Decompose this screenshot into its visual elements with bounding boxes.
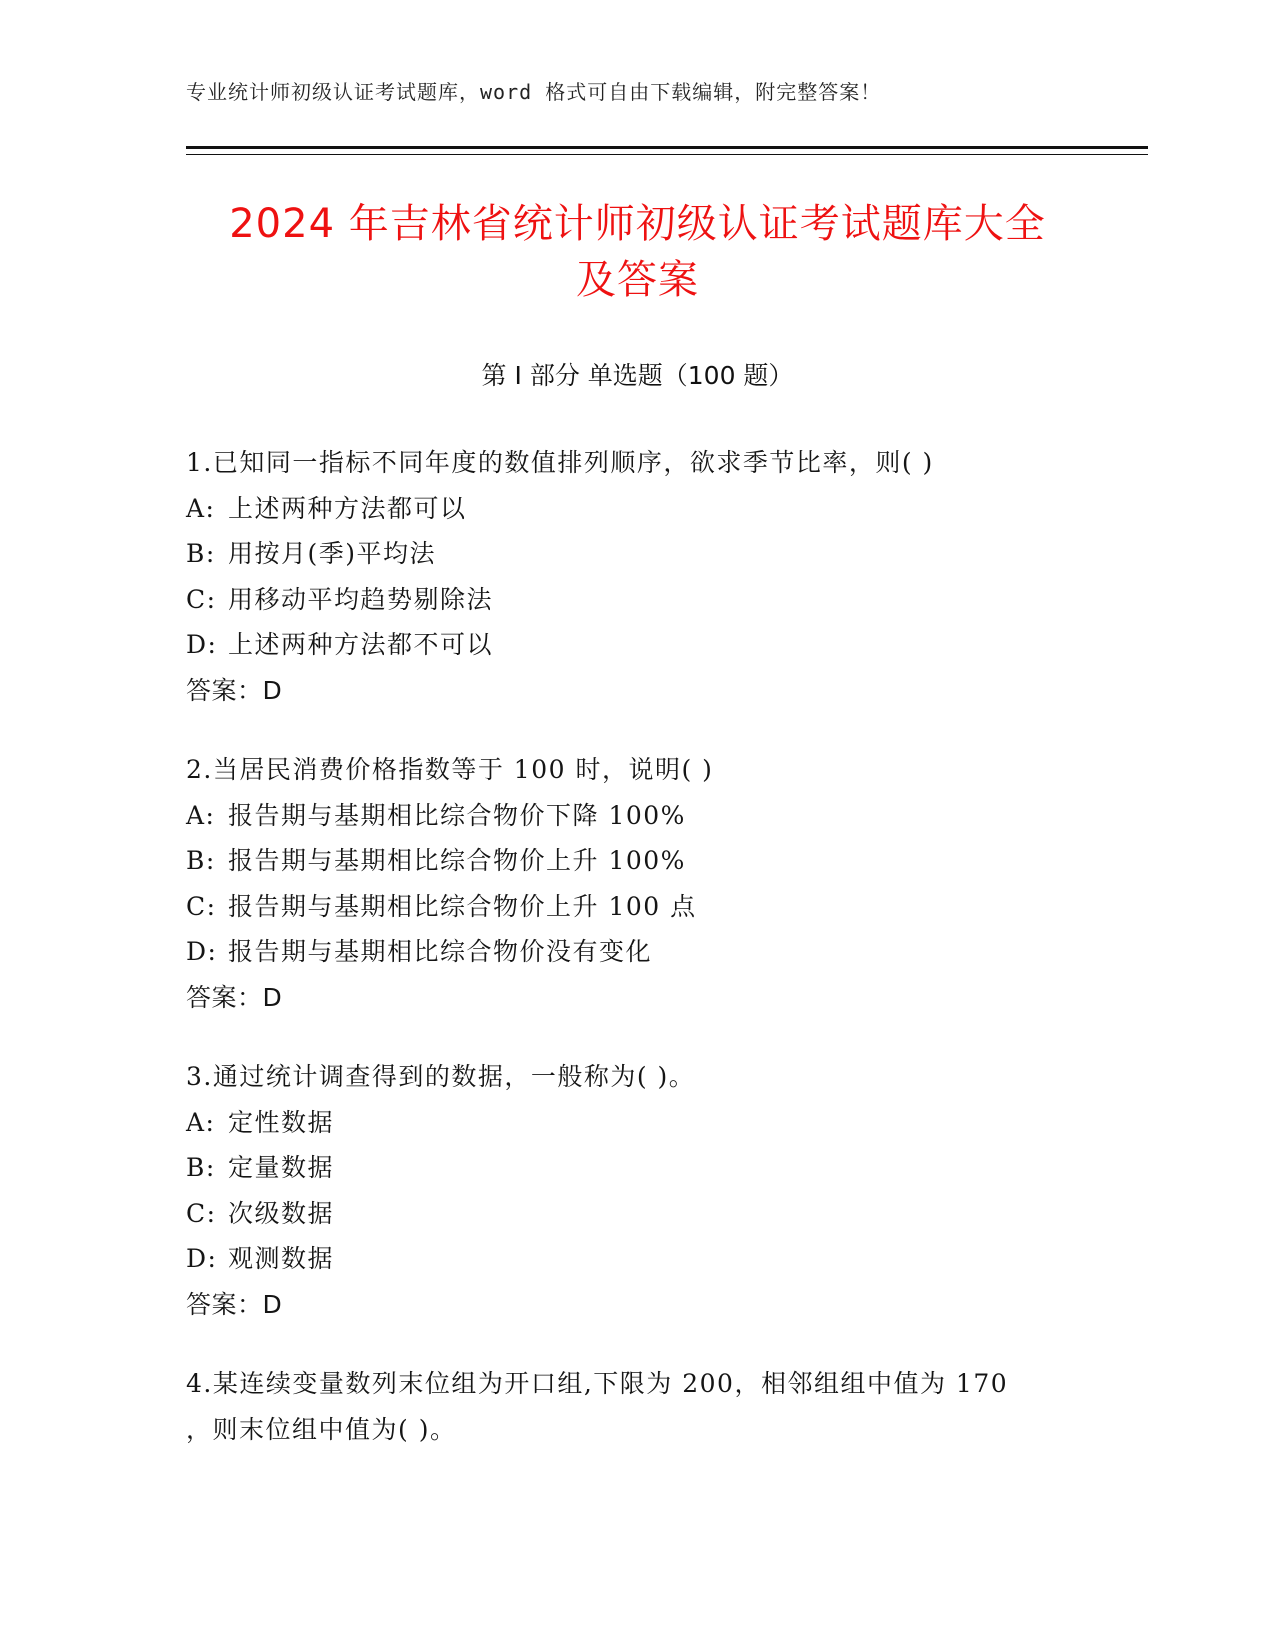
- option-text: 用按月(季)平均法: [228, 539, 437, 568]
- option-letter: D:: [186, 1244, 218, 1273]
- question-stem: 1.已知同一指标不同年度的数值排列顺序，欲求季节比率，则( ): [186, 448, 934, 477]
- option-letter: B:: [186, 1153, 216, 1182]
- option-letter: A:: [186, 1107, 216, 1137]
- option-letter: A:: [186, 800, 216, 830]
- question-2: [186, 747, 1106, 1020]
- option-d: [186, 1236, 1106, 1282]
- question-4: [186, 1361, 1106, 1452]
- option-text: 报告期与基期相比综合物价下降 100%: [228, 800, 686, 830]
- option-d: [186, 622, 1106, 668]
- option-c: [186, 884, 1106, 930]
- option-c: [186, 577, 1106, 623]
- document-title: [160, 196, 1115, 308]
- header-divider-thin: [186, 154, 1148, 155]
- option-text: 上述两种方法都可以: [228, 493, 467, 523]
- answer-line: 答案：D: [186, 982, 283, 1012]
- option-letter: D:: [186, 630, 218, 659]
- question-stem: 3.通过统计调查得到的数据，一般称为( )。: [186, 1062, 696, 1091]
- document-title-line-2: 及答案: [576, 257, 699, 303]
- header-note: 专业统计师初级认证考试题库，word 格式可自由下载编辑，附完整答案！: [186, 80, 882, 104]
- option-letter: D:: [186, 937, 218, 966]
- option-b: [186, 531, 1106, 577]
- option-c: [186, 1191, 1106, 1237]
- answer-line: 答案：D: [186, 1289, 283, 1319]
- question-stem: 4.某连续变量数列末位组为开口组,下限为 200，相邻组组中值为 170: [186, 1369, 1009, 1398]
- option-text: 上述两种方法都不可以: [228, 630, 494, 659]
- option-letter: C:: [186, 891, 217, 921]
- option-text: 定量数据: [228, 1153, 335, 1182]
- option-a: [186, 1100, 1106, 1146]
- question-list: [186, 440, 1106, 1486]
- question-stem: 2.当居民消费价格指数等于 100 时，说明( ): [186, 755, 714, 784]
- question-stem-continued: ，则末位组中值为( )。: [186, 1414, 457, 1444]
- option-text: 用移动平均趋势剔除法: [228, 584, 494, 614]
- option-text: 观测数据: [228, 1244, 335, 1273]
- option-letter: B:: [186, 846, 216, 875]
- section-title: 第 I 部分 单选题（100 题）: [481, 361, 794, 390]
- option-letter: C:: [186, 584, 217, 614]
- option-text: 次级数据: [228, 1198, 335, 1228]
- option-text: 报告期与基期相比综合物价没有变化: [228, 937, 653, 966]
- document-title-line-1: 2024 年吉林省统计师初级认证考试题库大全: [229, 201, 1046, 247]
- option-text: 定性数据: [228, 1107, 335, 1137]
- option-a: [186, 793, 1106, 839]
- header-divider-thick: [186, 146, 1148, 149]
- option-letter: A:: [186, 493, 216, 523]
- answer-line: 答案：D: [186, 675, 283, 705]
- option-b: [186, 838, 1106, 884]
- option-d: [186, 929, 1106, 975]
- option-text: 报告期与基期相比综合物价上升 100%: [228, 846, 686, 875]
- option-b: [186, 1145, 1106, 1191]
- question-3: [186, 1054, 1106, 1327]
- option-letter: C:: [186, 1198, 217, 1228]
- question-1: [186, 440, 1106, 713]
- option-a: [186, 486, 1106, 532]
- option-text: 报告期与基期相比综合物价上升 100 点: [228, 891, 697, 921]
- option-letter: B:: [186, 539, 216, 568]
